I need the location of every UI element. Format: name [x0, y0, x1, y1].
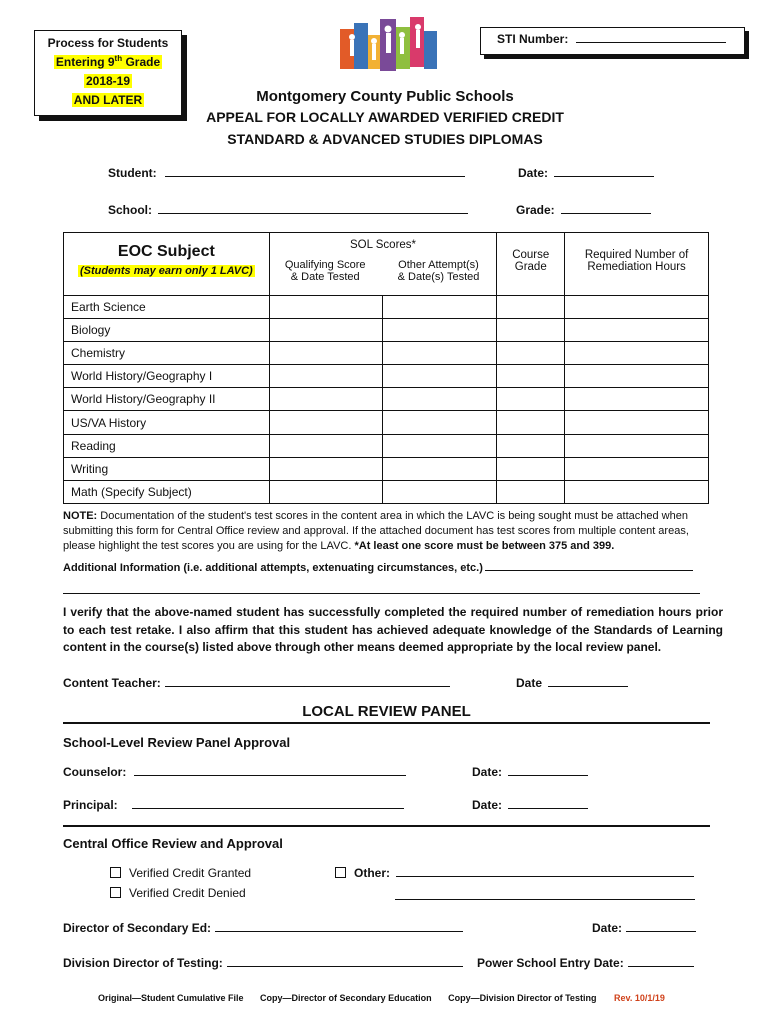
subject-name: US/VA History [64, 411, 270, 434]
entry-cell[interactable] [497, 318, 565, 341]
entry-cell[interactable] [269, 457, 382, 480]
subject-name: Reading [64, 434, 270, 457]
sti-number-label: STI Number: [497, 32, 569, 46]
entry-cell[interactable] [497, 457, 565, 480]
other-line-2[interactable] [395, 899, 695, 900]
entry-cell[interactable] [269, 434, 382, 457]
entry-cell[interactable] [382, 481, 497, 504]
subject-name: World History/Geography I [64, 365, 270, 388]
counselor-field[interactable]: Counselor: [63, 765, 406, 779]
denied-checkbox-row[interactable]: Verified Credit Denied [110, 886, 246, 900]
entry-cell[interactable] [269, 411, 382, 434]
director-testing-field[interactable]: Division Director of Testing: [63, 956, 463, 970]
revision-date: Rev. 10/1/19 [614, 993, 665, 1003]
school-field[interactable]: School: [108, 203, 468, 217]
table-row [64, 341, 709, 364]
verification-statement: I verify that the above-named student has successfully completed the required number of remediation hours prior to each test retake. I also affirm that this student has achieved adequate knowledge of the Standards of Learning content in the course(s) listed above through other means deemed appropriate by the local review panel. [63, 605, 723, 654]
entry-cell[interactable] [565, 318, 709, 341]
entry-cell[interactable] [382, 365, 497, 388]
table-row [64, 481, 709, 504]
qualifying-score-header: Qualifying Score & Date Tested [284, 259, 366, 283]
sol-scores-header: SOL Scores* Qualifying Score & Date Tested Other Attempt(s) & Date(s) Tested [269, 233, 497, 295]
additional-info-line[interactable] [63, 593, 700, 594]
eoc-subject-header: EOC Subject (Students may earn only 1 LAVC) [64, 233, 270, 296]
entry-cell[interactable] [269, 481, 382, 504]
grade-field[interactable]: Grade: [516, 203, 651, 217]
entry-cell[interactable] [565, 411, 709, 434]
sti-number-box[interactable] [480, 27, 745, 55]
entry-cell[interactable] [497, 295, 565, 318]
subject-name: World History/Geography II [64, 388, 270, 411]
subject-name: Biology [64, 318, 270, 341]
other-attempts-header: Other Attempt(s) & Date(s) Tested [397, 259, 480, 283]
subject-name: Earth Science [64, 295, 270, 318]
eoc-table [63, 232, 709, 504]
table-row [64, 365, 709, 388]
entry-cell[interactable] [565, 388, 709, 411]
granted-checkbox-row[interactable]: Verified Credit Granted [110, 866, 251, 880]
subject-name: Math (Specify Subject) [64, 481, 270, 504]
entry-cell[interactable] [497, 388, 565, 411]
sti-number-line[interactable] [576, 41, 726, 43]
form-subtitle: STANDARD & ADVANCED STUDIES DIPLOMAS [227, 131, 543, 147]
entry-cell[interactable] [382, 434, 497, 457]
entry-cell[interactable] [565, 365, 709, 388]
student-field[interactable]: Student: [108, 166, 465, 180]
entry-cell[interactable] [497, 341, 565, 364]
table-row [64, 457, 709, 480]
entry-cell[interactable] [565, 481, 709, 504]
entry-cell[interactable] [269, 295, 382, 318]
power-school-field[interactable]: Power School Entry Date: [477, 956, 694, 970]
footer: Original—Student Cumulative File Copy—Director of Secondary Education Copy—Division Director of Testing [98, 993, 597, 1003]
table-row [64, 295, 709, 318]
entry-cell[interactable] [497, 411, 565, 434]
remediation-hours-header: Required Number of Remediation Hours [565, 233, 709, 296]
counselor-date-field[interactable]: Date: [472, 765, 588, 779]
director-secondary-field[interactable]: Director of Secondary Ed: [63, 921, 463, 935]
entry-cell[interactable] [382, 388, 497, 411]
director-secondary-date-field[interactable]: Date: [592, 921, 696, 935]
entry-cell[interactable] [382, 318, 497, 341]
process-line3: 2018-19 [85, 74, 131, 88]
entry-cell[interactable] [497, 481, 565, 504]
review-panel-title: LOCAL REVIEW PANEL [302, 703, 471, 720]
entry-cell[interactable] [565, 295, 709, 318]
entry-cell[interactable] [382, 411, 497, 434]
entry-cell[interactable] [269, 341, 382, 364]
entry-cell[interactable] [382, 295, 497, 318]
denied-checkbox[interactable] [110, 887, 121, 898]
entry-cell[interactable] [565, 434, 709, 457]
course-grade-header: Course Grade [497, 233, 565, 296]
mcps-logo-icon [338, 15, 440, 77]
entry-cell[interactable] [497, 434, 565, 457]
entry-cell[interactable] [565, 457, 709, 480]
table-row [64, 318, 709, 341]
entry-cell[interactable] [497, 365, 565, 388]
subject-name: Chemistry [64, 341, 270, 364]
process-line2: Entering 9th Grade [55, 54, 161, 69]
process-line4: AND LATER [73, 93, 143, 107]
school-level-title: School-Level Review Panel Approval [63, 735, 291, 750]
process-line1: Process for Students [47, 36, 169, 50]
content-date-field[interactable]: Date [516, 676, 628, 690]
principal-date-field[interactable]: Date: [472, 798, 588, 812]
granted-checkbox[interactable] [110, 867, 121, 878]
entry-cell[interactable] [269, 318, 382, 341]
date-field[interactable]: Date: [518, 166, 654, 180]
other-checkbox[interactable] [335, 867, 346, 878]
table-row [64, 434, 709, 457]
process-box [34, 30, 182, 116]
note-paragraph: NOTE: Documentation of the student's test scores in the content area in which the LAVC is being sought must be attached when submitting this form for Central Office review and approval. If the attached document has test scores from multiple content areas, please highlight the test scores you are using for the LAVC. *At least one score must be between 375 and 399. [63, 510, 689, 552]
entry-cell[interactable] [269, 365, 382, 388]
entry-cell[interactable] [565, 341, 709, 364]
entry-cell[interactable] [269, 388, 382, 411]
subject-name: Writing [64, 457, 270, 480]
table-row [64, 411, 709, 434]
additional-info-field[interactable]: Additional Information (i.e. additional attempts, extenuating circumstances, etc.) [63, 562, 693, 574]
table-row [64, 388, 709, 411]
central-office-title: Central Office Review and Approval [63, 836, 283, 851]
form-title: APPEAL FOR LOCALLY AWARDED VERIFIED CREDIT [206, 109, 564, 125]
entry-cell[interactable] [382, 457, 497, 480]
entry-cell[interactable] [382, 341, 497, 364]
content-teacher-field[interactable]: Content Teacher: [63, 676, 450, 690]
central-office-rule [63, 825, 710, 827]
district-name: Montgomery County Public Schools [256, 88, 514, 105]
other-checkbox-row[interactable]: Other: [335, 866, 694, 880]
principal-field[interactable]: Principal: [63, 798, 404, 812]
review-panel-rule [63, 722, 710, 724]
